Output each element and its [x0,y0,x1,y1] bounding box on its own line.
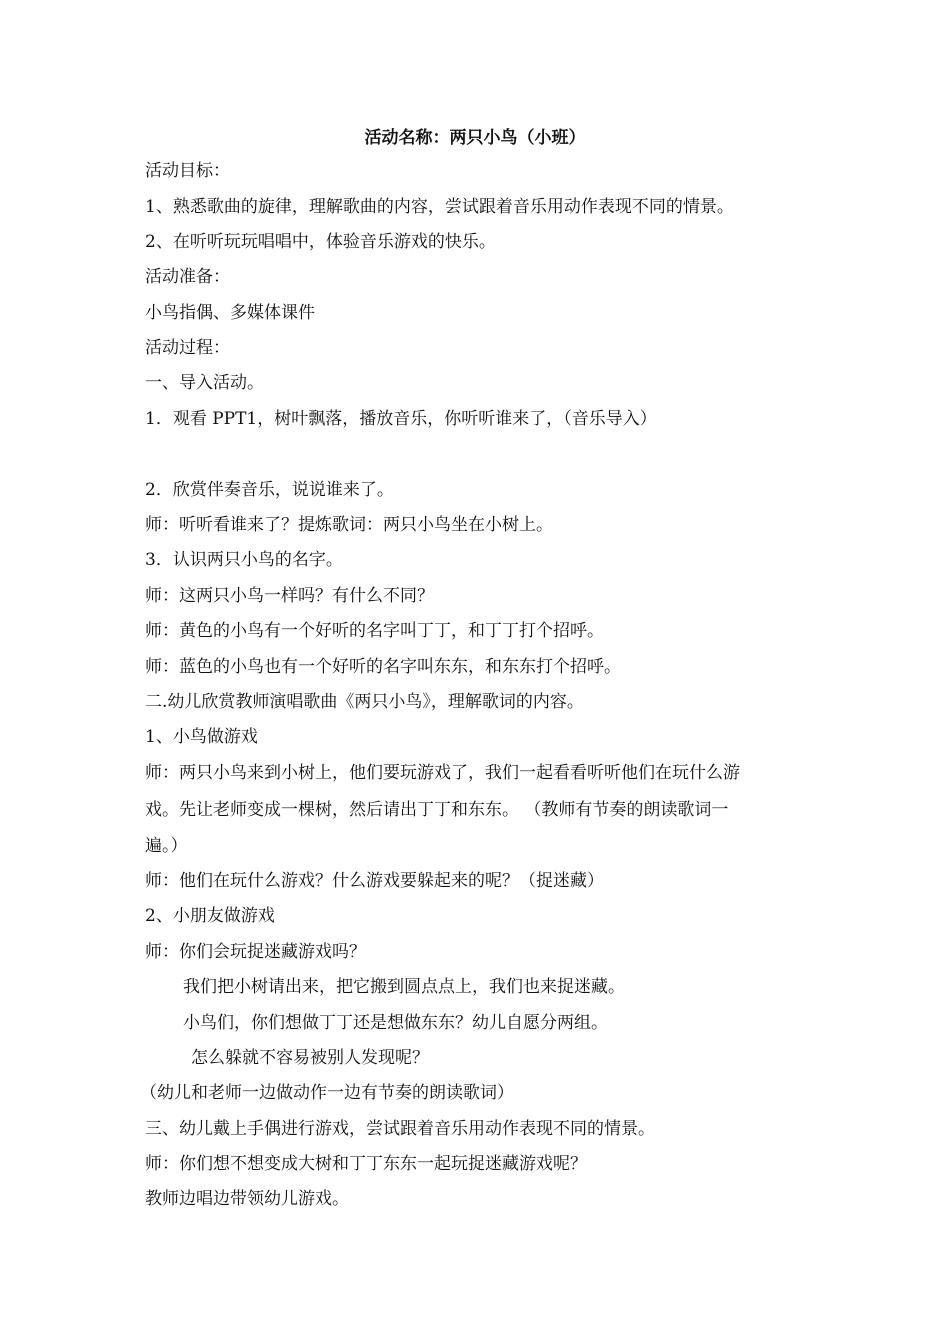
step-1-2: 2．欣赏伴奏音乐，说说谁来了。 [145,480,394,500]
step-2-1: 1、小鸟做游戏 [145,727,258,747]
section-2-heading: 二.幼儿欣赏教师演唱歌曲《两只小鸟》，理解歌词的内容。 [145,692,584,712]
parenthetical-note: （幼儿和老师一边做动作一边有节奏的朗读歌词） [140,1083,514,1103]
goal-1: 1、熟悉歌曲的旋律，理解歌曲的内容，尝试跟着音乐用动作表现不同的情景。 [145,197,734,217]
teacher-line: 师：黄色的小鸟有一个好听的名字叫丁丁，和丁丁打个招呼。 [145,621,604,641]
teacher-line: 师：他们在玩什么游戏？什么游戏要躲起来的呢？（捉迷藏） [145,871,604,891]
heading-goals: 活动目标： [145,161,230,181]
step-1-1: 1．观看 PPT1，树叶飘落，播放音乐，你听听谁来了，（音乐导入） [145,409,657,429]
section-3-heading: 三、幼儿戴上手偶进行游戏，尝试跟着音乐用动作表现不同的情景。 [145,1119,655,1139]
teacher-line: 师：听听看谁来了？提炼歌词：两只小鸟坐在小树上。 [145,515,553,535]
teacher-line-continued: 戏。先让老师变成一棵树，然后请出丁丁和东东。 （教师有节奏的朗读歌词一 [145,800,729,820]
heading-process: 活动过程： [145,338,230,358]
step-1-3: 3．认识两只小鸟的名字。 [145,550,343,570]
section-1-heading: 一、导入活动。 [145,373,264,393]
goal-2: 2、在听听玩玩唱唱中，体验音乐游戏的快乐。 [145,232,496,252]
teacher-line: 师：你们会玩捉迷藏游戏吗？ [145,942,366,962]
closing-line: 教师边唱边带领幼儿游戏。 [145,1189,349,1209]
heading-preparation: 活动准备： [145,267,230,287]
teacher-line: 师：蓝色的小鸟也有一个好听的名字叫东东，和东东打个招呼。 [145,657,621,677]
preparation-items: 小鸟指偶、多媒体课件 [145,303,315,323]
indented-line: 怎么躲就不容易被别人发现呢？ [191,1048,429,1068]
teacher-line: 师：这两只小鸟一样吗？有什么不同？ [145,586,434,606]
teacher-line-continued: 遍。） [145,836,188,856]
indented-line: 小鸟们，你们想做丁丁还是想做东东？幼儿自愿分两组。 [183,1013,608,1033]
teacher-line: 师：你们想不想变成大树和丁丁东东一起玩捉迷藏游戏呢？ [145,1154,587,1174]
teacher-line: 师：两只小鸟来到小树上，他们要玩游戏了，我们一起看看听听他们在玩什么游 [145,763,740,783]
document-title: 活动名称：两只小鸟（小班） [364,128,586,148]
step-2-2: 2、小朋友做游戏 [145,906,275,926]
indented-line: 我们把小树请出来，把它搬到圆点点上，我们也来捉迷藏。 [183,977,625,997]
